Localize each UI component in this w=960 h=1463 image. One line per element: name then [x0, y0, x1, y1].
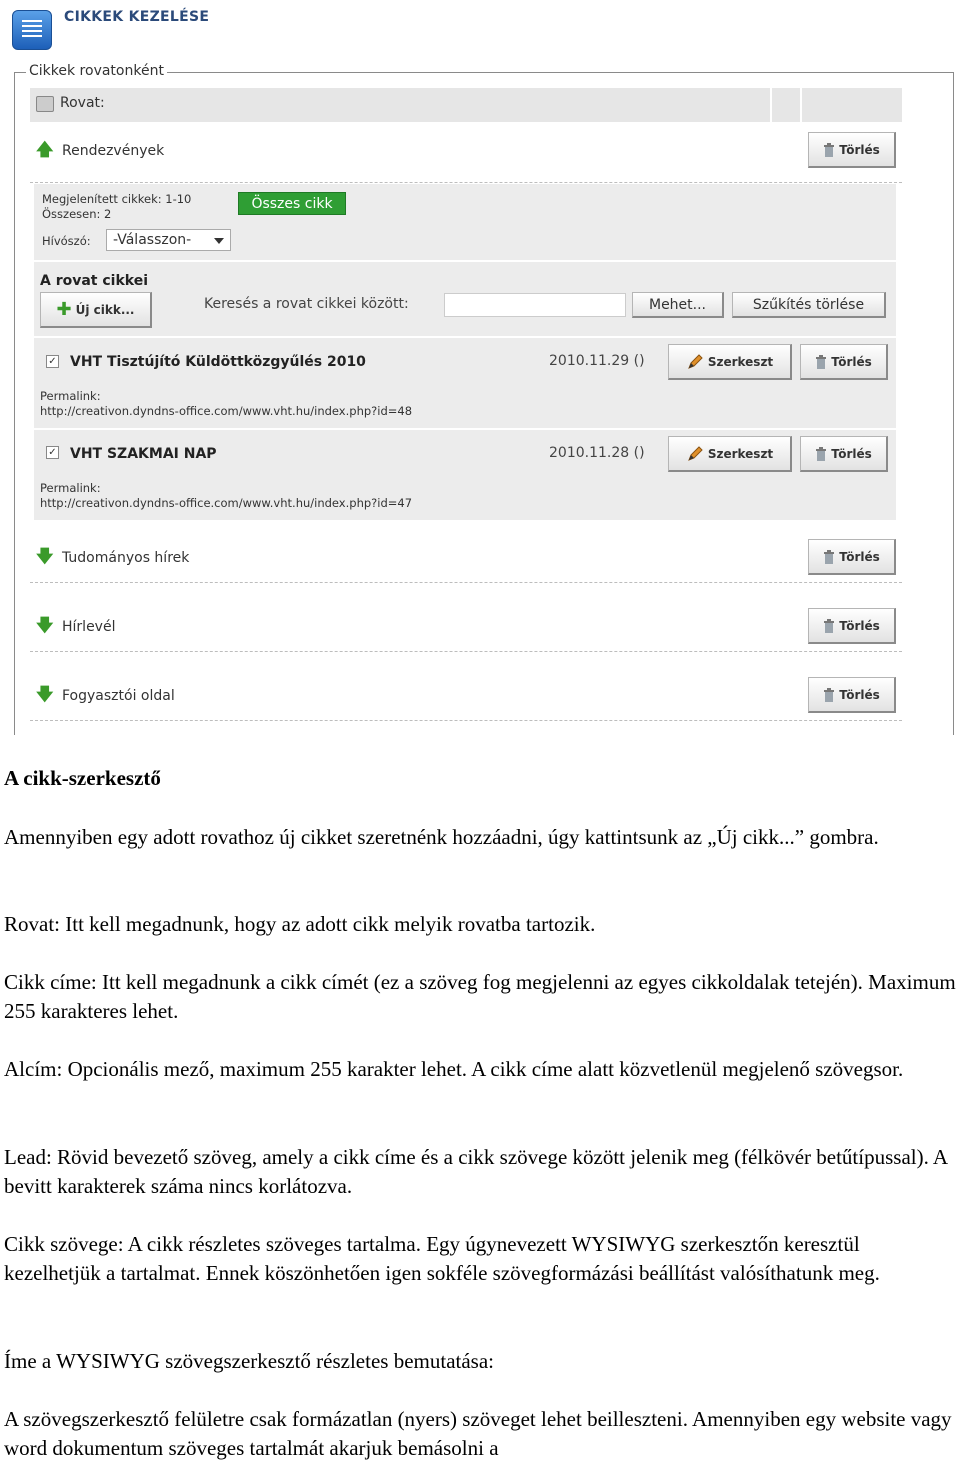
rovat-label: Rovat: — [60, 95, 105, 111]
arrow-up-icon[interactable]: 🡅 — [36, 140, 54, 160]
clear-filter-button[interactable]: Szűkítés törlése — [732, 292, 886, 318]
trash-icon — [823, 550, 835, 564]
doc-paragraph: Cikk címe: Itt kell megadnunk a cikk címét (ez a szöveg fog megjelenni az egyes cikkoldalak tetején). Maximum 255 karakteres lehet. — [4, 970, 956, 1023]
panel-title: A rovat cikkei — [40, 273, 149, 289]
doc-paragraph: Amennyiben egy adott rovathoz új cikket szeretnénk hozzáadni, úgy kattintsunk az „Új cikk...” gombra. — [4, 825, 879, 849]
delete-article-button[interactable]: Törlés — [800, 436, 888, 472]
list-document-icon — [12, 10, 52, 50]
permalink-label: Permalink: — [40, 481, 101, 495]
trash-icon — [815, 355, 827, 369]
chevron-down-icon — [214, 238, 224, 244]
new-article-button[interactable]: ✚ Új cikk... — [40, 292, 152, 328]
go-button[interactable]: Mehet... — [632, 292, 724, 318]
trash-icon — [823, 619, 835, 633]
delete-section-button[interactable]: Törlés — [808, 677, 896, 713]
edit-article-button[interactable]: Szerkeszt — [668, 344, 792, 380]
delete-section-button[interactable]: Törlés — [808, 539, 896, 575]
delete-article-button[interactable]: Törlés — [800, 344, 888, 380]
delete-section-button[interactable]: Törlés — [808, 608, 896, 644]
rovat-header-bar — [30, 88, 902, 122]
permalink-url[interactable]: http://creativon.dyndns-office.com/www.vht.hu/index.php?id=47 — [40, 496, 413, 510]
doc-paragraph: Lead: Rövid bevezető szöveg, amely a cikk címe és a cikk szövege között jelenik meg (félkövér betűtípussal). A bevitt karakterek száma nincs korlátozva. — [4, 1145, 947, 1198]
page-title: CIKKEK KEZELÉSE — [64, 9, 210, 25]
article-title[interactable]: VHT SZAKMAI NAP — [70, 446, 217, 462]
section-row-fogyasztoi — [30, 651, 902, 721]
doc-paragraph: Íme a WYSIWYG szövegszerkesztő részletes bemutatása: — [4, 1349, 495, 1373]
arrow-down-icon[interactable]: 🡇 — [36, 685, 54, 705]
divider — [34, 336, 896, 338]
arrow-down-icon[interactable]: 🡇 — [36, 616, 54, 636]
permalink-url[interactable]: http://creativon.dyndns-office.com/www.vht.hu/index.php?id=48 — [40, 404, 413, 418]
search-label: Keresés a rovat cikkei között: — [204, 296, 409, 312]
fieldset-legend: Cikkek rovatonként — [26, 63, 167, 79]
doc-paragraph: Rovat: Itt kell megadnunk, hogy az adott cikk melyik rovatba tartozik. — [4, 912, 596, 936]
arrow-down-icon[interactable]: 🡇 — [36, 547, 54, 567]
shown-count: Megjelenített cikkek: 1-10 — [42, 192, 192, 206]
article-checkbox[interactable]: ✓ — [46, 355, 59, 368]
trash-icon — [823, 143, 835, 157]
article-title[interactable]: VHT Tisztújító Küldöttközgyűlés 2010 — [70, 354, 366, 370]
section-label[interactable]: Fogyasztói oldal — [62, 688, 175, 704]
section-label[interactable]: Hírlevél — [62, 619, 116, 635]
section-label[interactable]: Rendezvények — [62, 143, 165, 159]
doc-heading: A cikk-szerkesztő — [4, 766, 161, 790]
trash-icon — [815, 447, 827, 461]
plus-icon: ✚ — [56, 299, 72, 320]
divider — [34, 260, 896, 262]
total-count: Összesen: 2 — [42, 207, 112, 221]
section-row-hirlevel — [30, 582, 902, 652]
edit-article-button[interactable]: Szerkeszt — [668, 436, 792, 472]
section-label[interactable]: Tudományos hírek — [62, 550, 190, 566]
folder-icon — [36, 96, 54, 112]
doc-paragraph: A szövegszerkesztő felületre csak formázatlan (nyers) szöveget lehet beilleszteni. Amennyiben egy website vagy word dokumentum szöveges tartalmát akarjuk bemásolni a — [4, 1407, 952, 1460]
pencil-icon — [686, 445, 704, 463]
article-date: 2010.11.29 () — [549, 353, 645, 369]
permalink-label: Permalink: — [40, 389, 101, 403]
pencil-icon — [686, 353, 704, 371]
all-articles-button[interactable]: Összes cikk — [238, 192, 346, 215]
keyword-select[interactable]: -Válasszon- — [106, 229, 231, 251]
divider — [34, 428, 896, 430]
doc-paragraph: Alcím: Opcionális mező, maximum 255 karakter lehet. A cikk címe alatt közvetlenül megjelenő szövegsor. — [4, 1057, 904, 1081]
keyword-label: Hívószó: — [42, 234, 91, 248]
article-date: 2010.11.28 () — [549, 445, 645, 461]
trash-icon — [823, 688, 835, 702]
doc-paragraph: Cikk szövege: A cikk részletes szöveges tartalma. Egy úgynevezett WYSIWYG szerkesztőn keresztül kezelhetjük a tartalmat. Ennek köszönhetően igen sokféle szövegformázási beállítást valósíthatunk meg. — [4, 1232, 880, 1285]
article-checkbox[interactable]: ✓ — [46, 446, 59, 459]
search-input[interactable] — [444, 293, 626, 317]
delete-section-button[interactable]: Törlés — [808, 132, 896, 168]
